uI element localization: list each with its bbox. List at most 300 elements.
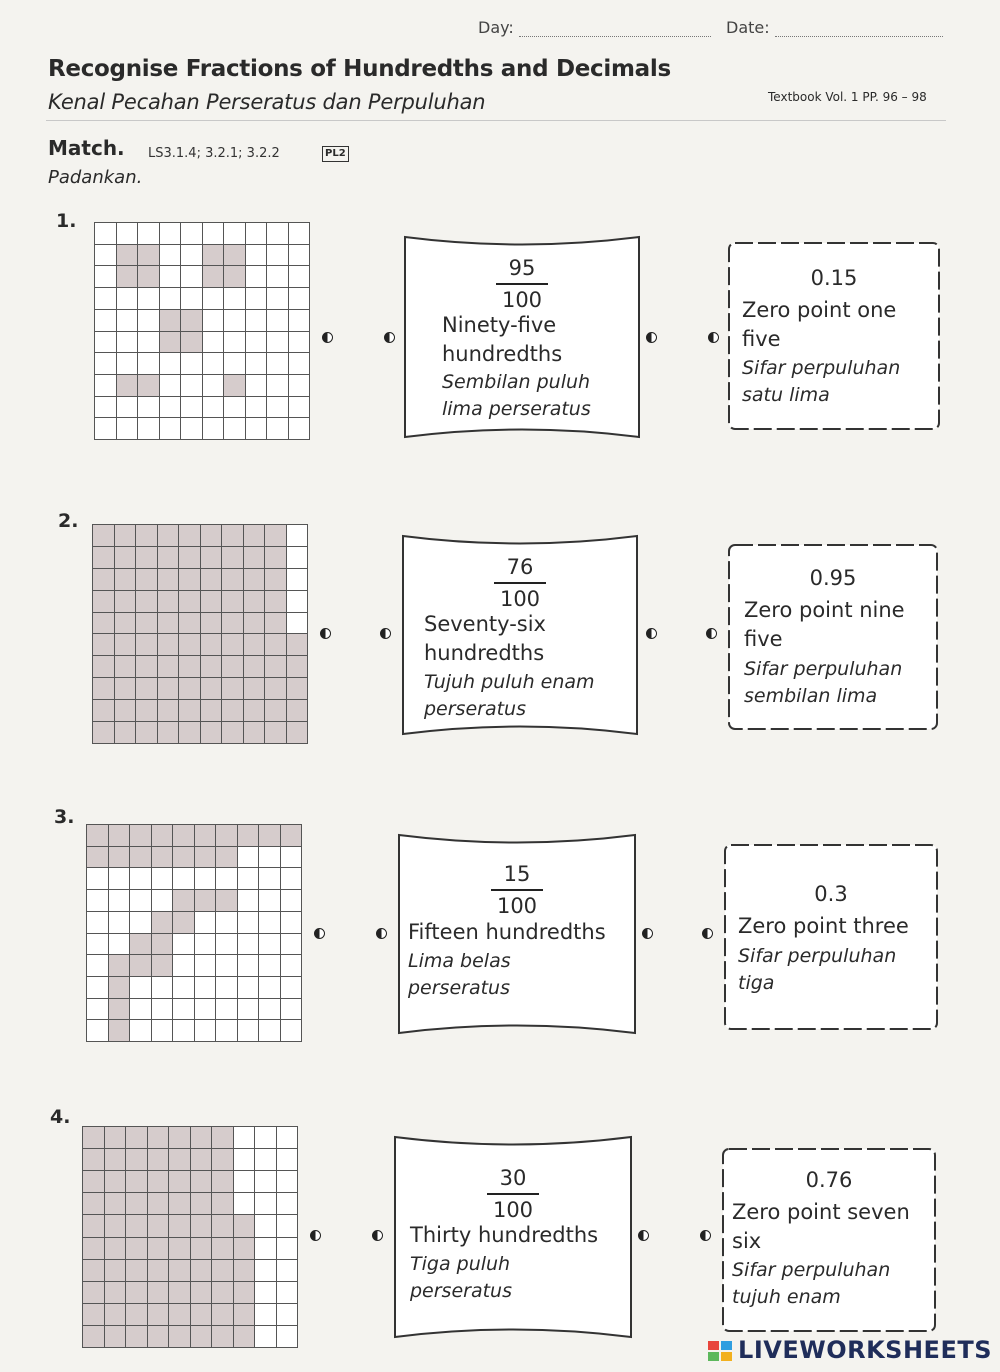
grid-cell [277, 1326, 298, 1347]
grid-cell-shaded [212, 1304, 233, 1325]
grid-cell [160, 245, 181, 266]
grid-cell-shaded [152, 955, 173, 976]
decimal-card [720, 1146, 938, 1334]
grid-cell-shaded [117, 266, 138, 287]
grid-cell [160, 418, 181, 439]
decimal-words-en: Zero point nine five [744, 598, 905, 651]
grid-cell [87, 1020, 108, 1041]
grid-cell [130, 977, 151, 998]
match-dot[interactable] [314, 928, 325, 939]
grid-cell [246, 418, 267, 439]
grid-cell [181, 375, 202, 396]
grid-cell-shaded [265, 634, 286, 655]
question-number: 4. [50, 1106, 71, 1128]
day-label-row [478, 18, 711, 37]
grid-cell-shaded [93, 569, 114, 590]
grid-cell-shaded [244, 591, 265, 612]
grid-cell-shaded [130, 825, 151, 846]
grid-cell-shaded [169, 1304, 190, 1325]
match-dot[interactable] [380, 628, 391, 639]
grid-cell [152, 868, 173, 889]
grid-cell [152, 977, 173, 998]
learning-standards: LS3.1.4; 3.2.1; 3.2.2 [148, 146, 280, 161]
fraction-words-en: Seventy-six hundredths [424, 612, 546, 665]
grid-cell [160, 266, 181, 287]
grid-cell-shaded [158, 569, 179, 590]
grid-cell-shaded [265, 569, 286, 590]
grid-cell-shaded [287, 656, 308, 677]
grid-cell-shaded [93, 722, 114, 743]
grid-cell-shaded [287, 722, 308, 743]
grid-cell [95, 310, 116, 331]
fraction-denominator: 100 [496, 894, 538, 918]
match-dot[interactable] [638, 1230, 649, 1241]
fraction-words-en: Ninety-five hundredths [442, 313, 563, 366]
grid-cell [267, 418, 288, 439]
fraction-numerator: 76 [506, 555, 534, 579]
grid-cell [95, 332, 116, 353]
grid-cell [160, 288, 181, 309]
grid-cell-shaded [222, 678, 243, 699]
instruction-ms: Padankan. [48, 167, 143, 188]
grid-cell [255, 1171, 276, 1192]
grid-cell-shaded [169, 1260, 190, 1281]
decimal-words-en: Zero point seven six [732, 1200, 910, 1253]
day-blank[interactable] [519, 22, 711, 37]
grid-cell [95, 375, 116, 396]
grid-cell-shaded [244, 678, 265, 699]
grid-cell-shaded [212, 1215, 233, 1236]
grid-cell-shaded [93, 678, 114, 699]
grid-cell-shaded [191, 1215, 212, 1236]
grid-cell [130, 912, 151, 933]
decimal-card [722, 842, 940, 1032]
match-dot[interactable] [376, 928, 387, 939]
grid-cell-shaded [265, 722, 286, 743]
match-dot[interactable] [646, 628, 657, 639]
grid-cell-shaded [138, 245, 159, 266]
grid-cell-shaded [105, 1282, 126, 1303]
grid-cell [160, 223, 181, 244]
grid-cell-shaded [148, 1326, 169, 1347]
question-number: 3. [54, 806, 75, 828]
brand-name: LIVEWORKSHEETS [738, 1336, 992, 1364]
grid-cell [267, 288, 288, 309]
grid-cell-shaded [126, 1326, 147, 1347]
grid-cell-shaded [179, 569, 200, 590]
grid-cell-shaded [181, 310, 202, 331]
grid-cell-shaded [216, 890, 237, 911]
match-dot[interactable] [706, 628, 717, 639]
grid-cell-shaded [179, 678, 200, 699]
grid-cell [246, 245, 267, 266]
grid-cell-shaded [234, 1326, 255, 1347]
grid-cell [259, 934, 280, 955]
grid-cell-shaded [136, 525, 157, 546]
grid-cell-shaded [117, 245, 138, 266]
grid-cell-shaded [195, 847, 216, 868]
grid-cell-shaded [126, 1282, 147, 1303]
grid-cell [259, 868, 280, 889]
grid-cell [138, 288, 159, 309]
grid-cell [181, 353, 202, 374]
match-dot[interactable] [646, 332, 657, 343]
grid-cell-shaded [244, 722, 265, 743]
grid-cell [259, 999, 280, 1020]
grid-cell [246, 353, 267, 374]
grid-cell [152, 890, 173, 911]
grid-cell-shaded [179, 525, 200, 546]
grid-cell-shaded [179, 547, 200, 568]
grid-cell-shaded [222, 569, 243, 590]
fraction-words-en: Thirty hundredths [410, 1223, 599, 1247]
grid-cell-shaded [83, 1238, 104, 1259]
textbook-reference: Textbook Vol. 1 PP. 96 – 98 [768, 90, 927, 104]
fraction-card [402, 234, 642, 440]
grid-cell [246, 288, 267, 309]
fraction-words-ms: Sembilan puluh lima perseratus [442, 371, 591, 420]
grid-cell [203, 353, 224, 374]
grid-cell-shaded [222, 525, 243, 546]
grid-cell-shaded [126, 1193, 147, 1214]
date-label-row [726, 18, 943, 37]
decimal-card [726, 240, 942, 432]
grid-cell [267, 332, 288, 353]
grid-cell-shaded [169, 1326, 190, 1347]
decimal-card [726, 542, 940, 732]
grid-cell [255, 1260, 276, 1281]
fraction [496, 254, 548, 314]
grid-cell [238, 868, 259, 889]
grid-cell [195, 955, 216, 976]
grid-cell-shaded [191, 1127, 212, 1148]
grid-cell-shaded [179, 700, 200, 721]
grid-cell [203, 418, 224, 439]
grid-cell [195, 977, 216, 998]
grid-cell-shaded [105, 1127, 126, 1148]
grid-cell-shaded [222, 591, 243, 612]
fraction-numerator: 95 [508, 256, 536, 280]
grid-cell [173, 934, 194, 955]
pl-badge: PL2 [322, 146, 349, 162]
grid-cell-shaded [105, 1193, 126, 1214]
grid-cell [117, 418, 138, 439]
grid-cell-shaded [115, 722, 136, 743]
grid-cell-shaded [117, 375, 138, 396]
grid-cell [173, 868, 194, 889]
grid-cell-shaded [169, 1238, 190, 1259]
grid-cell [259, 912, 280, 933]
grid-cell [138, 397, 159, 418]
grid-cell [287, 547, 308, 568]
grid-cell [160, 353, 181, 374]
grid-cell-shaded [160, 310, 181, 331]
grid-cell-shaded [93, 634, 114, 655]
fraction [491, 860, 543, 920]
grid-cell [277, 1260, 298, 1281]
fraction-bar [487, 1193, 539, 1195]
grid-cell [259, 977, 280, 998]
decimal-words-ms: Sifar perpuluhan tujuh enam [732, 1259, 891, 1308]
decimal-words-en: Zero point three [738, 914, 909, 938]
liveworksheets-logo [708, 1336, 992, 1364]
grid-cell [216, 868, 237, 889]
grid-cell [181, 245, 202, 266]
grid-cell-shaded [83, 1326, 104, 1347]
grid-cell-shaded [201, 634, 222, 655]
grid-cell [259, 955, 280, 976]
grid-cell-shaded [212, 1127, 233, 1148]
decimal-words-en: Zero point one five [742, 298, 897, 351]
grid-cell-shaded [238, 825, 259, 846]
grid-cell-shaded [222, 547, 243, 568]
grid-cell-shaded [244, 569, 265, 590]
grid-cell-shaded [136, 569, 157, 590]
grid-cell [289, 418, 310, 439]
grid-cell [255, 1127, 276, 1148]
grid-cell-shaded [126, 1171, 147, 1192]
grid-cell-shaded [201, 525, 222, 546]
grid-cell [289, 266, 310, 287]
grid-cell-shaded [148, 1260, 169, 1281]
grid-cell-shaded [105, 1215, 126, 1236]
grid-cell-shaded [148, 1304, 169, 1325]
grid-cell [117, 223, 138, 244]
grid-cell-shaded [115, 700, 136, 721]
grid-cell-shaded [173, 912, 194, 933]
grid-cell-shaded [287, 700, 308, 721]
date-blank[interactable] [775, 22, 943, 37]
grid-cell-shaded [109, 1020, 130, 1041]
grid-cell [138, 310, 159, 331]
match-dot[interactable] [322, 332, 333, 343]
grid-cell-shaded [130, 955, 151, 976]
grid-cell [267, 223, 288, 244]
grid-cell-shaded [148, 1238, 169, 1259]
fraction-bar [494, 582, 546, 584]
grid-cell [234, 1127, 255, 1148]
grid-cell-shaded [179, 656, 200, 677]
grid-cell-shaded [191, 1193, 212, 1214]
grid-cell [238, 1020, 259, 1041]
grid-cell-shaded [203, 245, 224, 266]
hundred-grid [86, 824, 302, 1042]
grid-cell-shaded [191, 1304, 212, 1325]
grid-cell [267, 310, 288, 331]
grid-cell-shaded [201, 678, 222, 699]
grid-cell [130, 890, 151, 911]
grid-cell [224, 223, 245, 244]
grid-cell-shaded [179, 722, 200, 743]
grid-cell [203, 332, 224, 353]
grid-cell [195, 1020, 216, 1041]
grid-cell [267, 397, 288, 418]
grid-cell [224, 310, 245, 331]
grid-cell-shaded [281, 825, 302, 846]
grid-cell-shaded [109, 955, 130, 976]
fraction-denominator: 100 [499, 587, 541, 611]
grid-cell-shaded [126, 1260, 147, 1281]
grid-cell [130, 1020, 151, 1041]
grid-cell-shaded [126, 1127, 147, 1148]
grid-cell-shaded [158, 634, 179, 655]
fraction-card [400, 533, 640, 737]
grid-cell-shaded [83, 1171, 104, 1192]
grid-cell [259, 847, 280, 868]
grid-cell [246, 397, 267, 418]
grid-cell [255, 1215, 276, 1236]
grid-cell [238, 912, 259, 933]
grid-cell [203, 223, 224, 244]
grid-cell-shaded [83, 1215, 104, 1236]
grid-cell-shaded [222, 634, 243, 655]
decimal-value: 0.3 [814, 882, 848, 906]
grid-cell [289, 288, 310, 309]
grid-cell-shaded [83, 1127, 104, 1148]
grid-cell [173, 955, 194, 976]
grid-cell-shaded [126, 1149, 147, 1170]
grid-cell [181, 418, 202, 439]
grid-cell-shaded [136, 547, 157, 568]
grid-cell-shaded [222, 613, 243, 634]
grid-cell [138, 418, 159, 439]
grid-cell [138, 332, 159, 353]
grid-cell [267, 266, 288, 287]
grid-cell [281, 977, 302, 998]
grid-cell-shaded [158, 525, 179, 546]
grid-cell [95, 266, 116, 287]
grid-cell [277, 1215, 298, 1236]
grid-cell [281, 847, 302, 868]
grid-cell-shaded [152, 912, 173, 933]
grid-cell [181, 397, 202, 418]
grid-cell [238, 890, 259, 911]
grid-cell-shaded [115, 656, 136, 677]
grid-cell [238, 955, 259, 976]
grid-cell-shaded [148, 1171, 169, 1192]
grid-cell [87, 999, 108, 1020]
match-dot[interactable] [708, 332, 719, 343]
grid-cell-shaded [169, 1149, 190, 1170]
fraction-words-ms: Lima belas perseratus [408, 950, 511, 999]
match-dot[interactable] [372, 1230, 383, 1241]
question-number: 1. [56, 210, 77, 232]
grid-cell-shaded [93, 613, 114, 634]
page-subtitle: Kenal Pecahan Perseratus dan Perpuluhan [48, 90, 486, 114]
header-divider [46, 120, 946, 121]
liveworksheets-icon [708, 1339, 734, 1363]
grid-cell [109, 934, 130, 955]
grid-cell-shaded [83, 1149, 104, 1170]
grid-cell-shaded [109, 847, 130, 868]
grid-cell [289, 353, 310, 374]
hundred-grid [94, 222, 310, 440]
grid-cell [216, 977, 237, 998]
grid-cell [117, 353, 138, 374]
grid-cell [87, 868, 108, 889]
grid-cell [87, 934, 108, 955]
grid-cell-shaded [105, 1238, 126, 1259]
grid-cell-shaded [169, 1215, 190, 1236]
grid-cell [117, 310, 138, 331]
grid-cell [281, 868, 302, 889]
grid-cell-shaded [83, 1260, 104, 1281]
match-dot[interactable] [700, 1230, 711, 1241]
grid-cell-shaded [158, 722, 179, 743]
grid-cell-shaded [169, 1282, 190, 1303]
grid-cell [117, 332, 138, 353]
grid-cell [289, 310, 310, 331]
grid-cell-shaded [105, 1260, 126, 1281]
grid-cell [130, 999, 151, 1020]
match-dot[interactable] [702, 928, 713, 939]
grid-cell-shaded [136, 613, 157, 634]
match-dot[interactable] [310, 1230, 321, 1241]
grid-cell [152, 1020, 173, 1041]
grid-cell-shaded [173, 847, 194, 868]
grid-cell [224, 288, 245, 309]
match-dot[interactable] [320, 628, 331, 639]
decimal-words-ms: Sifar perpuluhan tiga [738, 945, 897, 994]
grid-cell-shaded [234, 1304, 255, 1325]
grid-cell-shaded [212, 1238, 233, 1259]
grid-cell [289, 375, 310, 396]
grid-cell-shaded [105, 1304, 126, 1325]
grid-cell-shaded [83, 1193, 104, 1214]
grid-cell-shaded [152, 934, 173, 955]
grid-cell-shaded [115, 591, 136, 612]
grid-cell-shaded [152, 825, 173, 846]
grid-cell-shaded [83, 1304, 104, 1325]
grid-cell [281, 999, 302, 1020]
match-dot[interactable] [642, 928, 653, 939]
grid-cell-shaded [136, 656, 157, 677]
grid-cell-shaded [138, 375, 159, 396]
grid-cell-shaded [201, 700, 222, 721]
grid-cell-shaded [265, 525, 286, 546]
grid-cell-shaded [109, 825, 130, 846]
grid-cell [246, 266, 267, 287]
day-label: Day: [478, 18, 514, 37]
grid-cell-shaded [115, 634, 136, 655]
grid-cell-shaded [212, 1171, 233, 1192]
grid-cell [95, 245, 116, 266]
grid-cell-shaded [244, 634, 265, 655]
grid-cell-shaded [93, 700, 114, 721]
grid-cell [238, 977, 259, 998]
grid-cell [287, 591, 308, 612]
match-dot[interactable] [384, 332, 395, 343]
fraction-words-en: Fifteen hundredths [408, 920, 606, 944]
grid-cell [138, 223, 159, 244]
grid-cell [255, 1149, 276, 1170]
grid-cell [238, 847, 259, 868]
grid-cell-shaded [105, 1171, 126, 1192]
grid-cell [203, 375, 224, 396]
fraction-denominator: 100 [492, 1198, 534, 1222]
grid-cell-shaded [87, 847, 108, 868]
grid-cell-shaded [234, 1282, 255, 1303]
grid-cell [246, 375, 267, 396]
grid-cell [246, 332, 267, 353]
grid-cell-shaded [179, 634, 200, 655]
fraction-words-ms: Tujuh puluh enam perseratus [424, 671, 595, 720]
grid-cell-shaded [265, 678, 286, 699]
grid-cell [87, 890, 108, 911]
grid-cell [277, 1149, 298, 1170]
grid-cell-shaded [201, 613, 222, 634]
grid-cell-shaded [191, 1260, 212, 1281]
